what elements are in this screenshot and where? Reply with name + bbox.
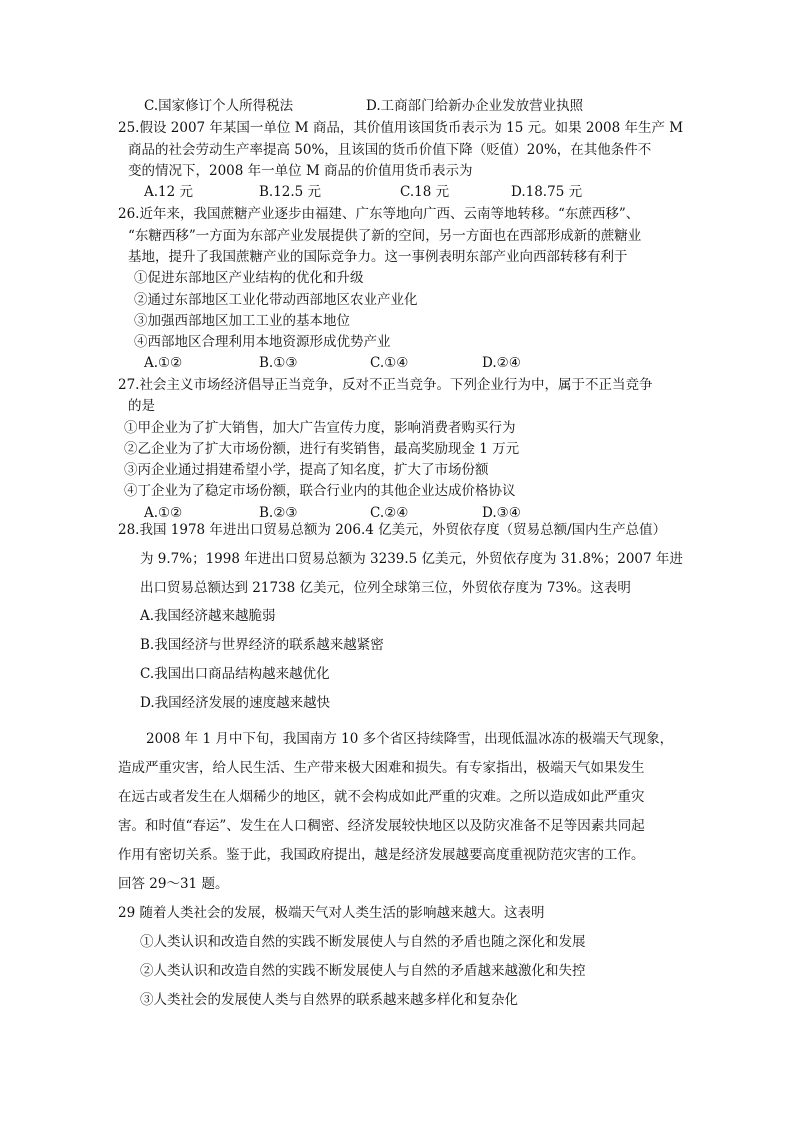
q26-item-1: ①促进东部地区产业结构的优化和升级 xyxy=(134,270,364,286)
q28-stem-line-1: 28.我国 1978 年进出口贸易总额为 206.4 亿美元，外贸依存度（贸易总额/国内生产总值） xyxy=(118,522,667,538)
q26-item-4: ④西部地区合理利用本地资源形成优势产业 xyxy=(134,334,391,350)
q26-item-2: ②通过东部地区工业化带动西部地区农业产业化 xyxy=(134,292,418,308)
q28-option-c: C.我国出口商品结构越来越优化 xyxy=(140,666,330,682)
passage-line-4: 害。和时值“春运”、发生在人口稠密、经济发展较快地区以及防灾准备不足等因素共同起 xyxy=(118,818,645,834)
q25-option-c: C.18 元 xyxy=(400,184,450,200)
q29-item-1: ①人类认识和改造自然的实践不断发展使人与自然的矛盾也随之深化和发展 xyxy=(140,934,586,950)
q28-option-d: D.我国经济发展的速度越来越快 xyxy=(140,695,331,711)
q29-item-2: ②人类认识和改造自然的实践不断发展使人与自然的矛盾越来越激化和失控 xyxy=(140,963,586,979)
passage-line-3: 在远古或者发生在人烟稀少的地区，就不会构成如此严重的灾难。之所以造成如此严重灾 xyxy=(118,789,645,805)
q26-stem-line-3: 基地，提升了我国蔗糖产业的国际竞争力。这一事例表明东部产业向西部转移有利于 xyxy=(128,249,628,265)
q24-option-d: D.工商部门给新办企业发放营业执照 xyxy=(366,98,584,114)
q27-option-b: B.②③ xyxy=(259,505,298,521)
q27-stem-line-1: 27.社会主义市场经济倡导正当竞争，反对不正当竞争。下列企业行为中，属于不正当竞争 xyxy=(118,377,653,393)
q25-stem-line-3: 变的情况下，2008 年一单位 M 商品的价值用货币表示为 xyxy=(128,163,473,179)
q25-option-b: B.12.5 元 xyxy=(259,184,322,200)
q25-option-d: D.18.75 元 xyxy=(511,184,583,200)
q26-option-d: D.②④ xyxy=(482,355,521,371)
q25-stem-line-2: 商品的社会劳动生产率提高 50%，且该国的货币价值下降（贬值）20%，在其他条件不 xyxy=(128,142,652,158)
q26-stem-line-1: 26.近年来，我国蔗糖产业逐步由福建、广东等地向广西、云南等地转移。“东蔗西移”、 xyxy=(118,206,640,222)
q25-option-a: A.12 元 xyxy=(144,184,194,200)
passage-line-1: 2008 年 1 月中下旬，我国南方 10 多个省区持续降雪，出现低温冰冻的极端天气现象， xyxy=(146,731,674,747)
q27-option-c: C.②④ xyxy=(370,505,409,521)
q25-stem-line-1: 25.假设 2007 年某国一单位 M 商品，其价值用该国货币表示为 15 元。如果 2008 年生产 M xyxy=(118,120,684,136)
q27-option-d: D.③④ xyxy=(482,505,521,521)
passage-line-2: 造成严重灾害，给人民生活、生产带来极大困难和损失。有专家指出，极端天气如果发生 xyxy=(118,760,645,776)
q26-option-c: C.①④ xyxy=(370,355,409,371)
q28-option-b: B.我国经济与世界经济的联系越来越紧密 xyxy=(140,637,384,653)
q27-item-3: ③丙企业通过捐建希望小学，提高了知名度，扩大了市场份额 xyxy=(124,462,489,478)
q24-option-c: C.国家修订个人所得税法 xyxy=(144,98,294,114)
q26-stem-line-2: “东糖西移”一方面为东部产业发展提供了新的空间，另一方面也在西部形成新的蔗糖业 xyxy=(128,228,642,244)
q29-item-3: ③人类社会的发展使人类与自然界的联系越来越多样化和复杂化 xyxy=(140,992,518,1008)
q27-item-4: ④丁企业为了稳定市场份额，联合行业内的其他企业达成价格协议 xyxy=(124,483,516,499)
passage-line-5: 作用有密切关系。鉴于此，我国政府提出，越是经济发展越要高度重视防范灾害的工作。 xyxy=(118,847,645,863)
q28-option-a: A.我国经济越来越脆弱 xyxy=(140,608,276,624)
q28-stem-line-3: 出口贸易总额达到 21738 亿美元，位列全球第三位，外贸依存度为 73%。这表明 xyxy=(140,580,631,596)
passage-line-6: 回答 29～31 题。 xyxy=(118,876,229,892)
q27-item-1: ①甲企业为了扩大销售，加大广告宣传力度，影响消费者购买行为 xyxy=(124,420,516,436)
q26-option-b: B.①③ xyxy=(259,355,298,371)
q26-item-3: ③加强西部地区加工工业的基本地位 xyxy=(134,313,350,329)
q26-option-a: A.①② xyxy=(144,355,183,371)
q27-stem-line-2: 的是 xyxy=(128,398,155,414)
q27-option-a: A.①② xyxy=(144,505,183,521)
q29-stem: 29 随着人类社会的发展，极端天气对人类生活的影响越来越大。这表明 xyxy=(118,905,545,921)
q28-stem-line-2: 为 9.7%；1998 年进出口贸易总额为 3239.5 亿美元，外贸依存度为 31.8%；2007 年进 xyxy=(140,551,683,567)
q27-item-2: ②乙企业为了扩大市场份额，进行有奖销售，最高奖励现金 1 万元 xyxy=(124,441,520,457)
